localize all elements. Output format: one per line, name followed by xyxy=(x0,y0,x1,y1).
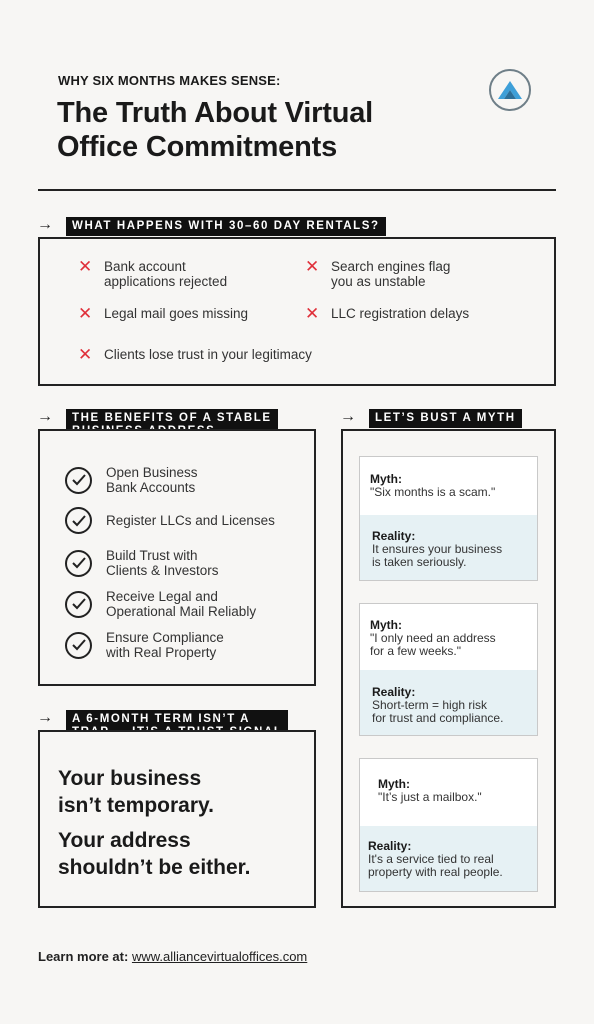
item-text: Build Trust with xyxy=(106,548,198,563)
reality-section xyxy=(360,670,537,735)
reality-section xyxy=(360,826,537,891)
arrow-right-icon: → xyxy=(37,709,53,726)
alliance-logo-icon xyxy=(489,69,531,111)
item-text: Bank Accounts xyxy=(106,480,196,495)
list-item xyxy=(65,630,224,660)
item-text: Legal mail goes missing xyxy=(104,306,249,321)
statement-line: shouldn’t be either. xyxy=(58,856,251,879)
trust-box xyxy=(38,730,316,908)
item-text: LLC registration delays xyxy=(331,306,470,321)
item-text: Receive Legal and xyxy=(106,589,218,604)
statement-line: isn’t temporary. xyxy=(58,794,214,817)
item-text: Register LLCs and Licenses xyxy=(106,513,275,528)
myth-card xyxy=(359,603,538,736)
reality-text: It ensures your business xyxy=(372,542,503,556)
trust-statement-1 xyxy=(58,765,214,819)
website-link[interactable]: www.alliancevirtualoffices.com xyxy=(131,949,308,964)
trust-statement-2 xyxy=(58,827,251,881)
check-circle-icon xyxy=(65,467,92,494)
item-text: Bank account xyxy=(104,259,186,274)
list-item xyxy=(305,306,469,321)
label-line: THE BENEFITS OF A STABLE xyxy=(72,412,272,424)
title-line-1: The Truth About Virtual xyxy=(57,97,374,129)
item-text: Open Business xyxy=(106,465,198,480)
x-mark-icon: ✕ xyxy=(305,257,320,276)
myth-label: Myth: xyxy=(370,472,402,486)
item-text: Clients lose trust in your legitimacy xyxy=(104,347,312,362)
footer xyxy=(38,949,307,964)
check-circle-icon xyxy=(65,550,92,577)
myth-label: Myth: xyxy=(378,777,410,791)
item-text: Ensure Compliance xyxy=(106,630,224,645)
reality-text: is taken seriously. xyxy=(372,555,467,569)
myth-section xyxy=(360,604,537,670)
arrow-right-icon: → xyxy=(37,408,53,425)
list-item xyxy=(65,589,256,619)
arrow-right-icon: → xyxy=(37,216,53,233)
myth-text: "Six months is a scam." xyxy=(370,485,496,499)
reality-text: Short-term = high risk xyxy=(372,698,488,712)
item-text: Clients & Investors xyxy=(106,563,219,578)
check-circle-icon xyxy=(65,591,92,618)
item-text: applications rejected xyxy=(104,274,228,289)
arrow-right-icon: → xyxy=(340,408,356,425)
item-text: Search engines flag xyxy=(331,259,451,274)
myth-label: Myth: xyxy=(370,618,402,632)
x-mark-icon: ✕ xyxy=(78,304,93,323)
rentals-label: WHAT HAPPENS WITH 30–60 DAY RENTALS? xyxy=(66,217,386,236)
myth-text: "I only need an address xyxy=(370,631,496,645)
check-circle-icon xyxy=(65,507,92,534)
myth-text: for a few weeks." xyxy=(370,644,461,658)
item-text: you as unstable xyxy=(331,274,426,289)
title-line-2: Office Commitments xyxy=(57,131,337,163)
list-item xyxy=(65,465,198,495)
list-item xyxy=(78,347,312,362)
x-mark-icon: ✕ xyxy=(78,345,93,364)
statement-line: Your address xyxy=(58,829,191,852)
item-text: Operational Mail Reliably xyxy=(106,604,257,619)
reality-label: Reality: xyxy=(368,839,412,853)
list-item xyxy=(65,548,219,578)
check-circle-icon xyxy=(65,632,92,659)
reality-text: property with real people. xyxy=(368,865,503,879)
x-mark-icon: ✕ xyxy=(78,257,93,276)
list-item xyxy=(305,259,450,289)
x-mark-icon: ✕ xyxy=(305,304,320,323)
statement-line: Your business xyxy=(58,767,202,790)
myth-text: "It’s just a mailbox." xyxy=(378,790,482,804)
myth-card xyxy=(359,758,538,892)
myths-label: LET’S BUST A MYTH xyxy=(369,409,522,428)
header-divider xyxy=(38,189,556,191)
footer-prefix: Learn more at: xyxy=(38,949,129,964)
reality-label: Reality: xyxy=(372,685,416,699)
reality-section xyxy=(360,515,537,580)
reality-text: for trust and compliance. xyxy=(372,711,504,725)
list-item xyxy=(65,507,275,534)
myth-section xyxy=(360,457,537,515)
item-text: with Real Property xyxy=(106,645,217,660)
myth-section xyxy=(360,759,537,826)
page-title xyxy=(57,96,477,164)
list-item xyxy=(78,259,227,289)
label-line: A 6-MONTH TERM ISN’T A xyxy=(72,713,251,725)
list-item xyxy=(78,306,248,321)
eyebrow: WHY SIX MONTHS MAKES SENSE: xyxy=(58,73,281,88)
myth-card xyxy=(359,456,538,581)
reality-label: Reality: xyxy=(372,529,416,543)
reality-text: It's a service tied to real xyxy=(368,852,494,866)
